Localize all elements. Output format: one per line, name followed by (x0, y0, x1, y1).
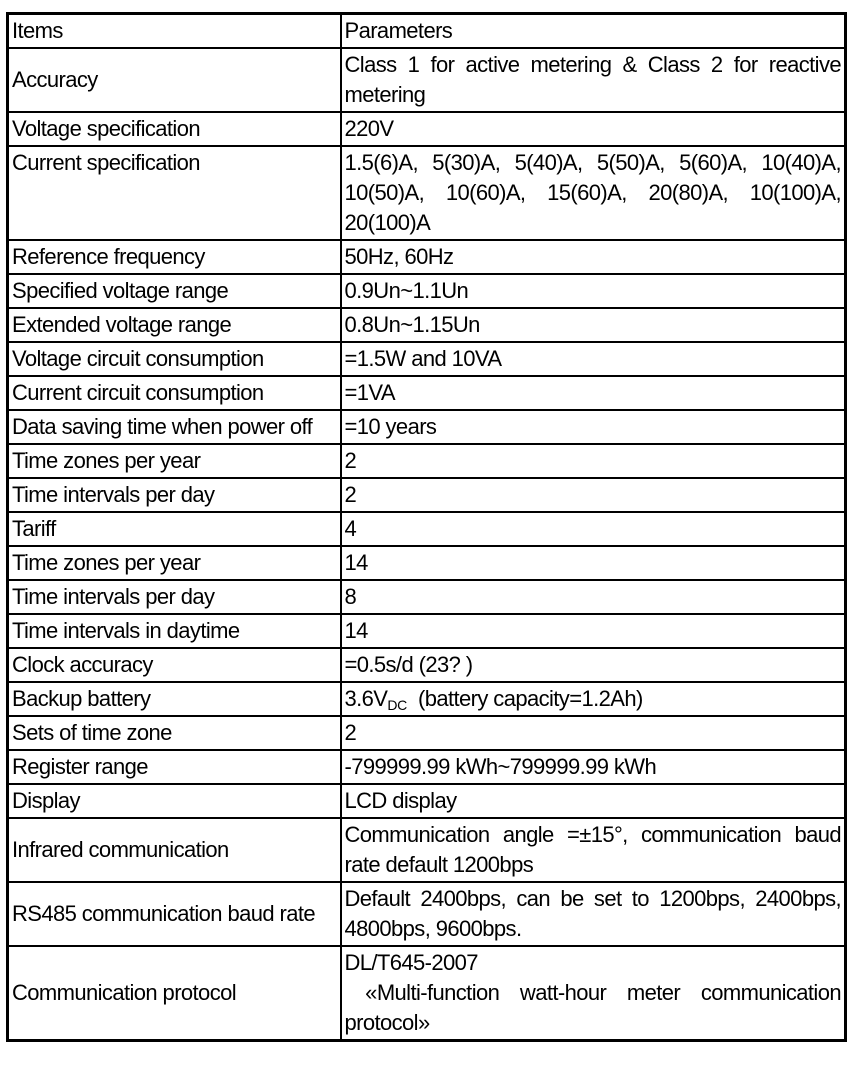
item-cell: Register range (8, 750, 341, 784)
item-cell: Current specification (8, 146, 341, 240)
parameter-line: «Multi-function watt-hour meter communication protocol» (344, 980, 841, 1035)
table-row (8, 716, 846, 750)
item-cell: Clock accuracy (8, 648, 341, 682)
table-row (8, 750, 846, 784)
parameter-line: DL/T645-2007 (344, 950, 478, 975)
table-row (8, 546, 846, 580)
table-row (8, 444, 846, 478)
parameter-segment: (battery capacity=1.2Ah) (406, 686, 643, 711)
parameter-cell: 50Hz, 60Hz (341, 240, 846, 274)
item-cell: Time zones per year (8, 444, 341, 478)
item-cell: RS485 communication baud rate (8, 882, 341, 946)
item-cell: Voltage specification (8, 112, 341, 146)
table-row (8, 274, 846, 308)
item-cell: Data saving time when power off (8, 410, 341, 444)
parameter-cell: 14 (341, 614, 846, 648)
parameter-cell: 220V (341, 112, 846, 146)
item-cell: Time intervals per day (8, 580, 341, 614)
parameter-cell: Class 1 for active metering & Class 2 for reactive metering (341, 48, 846, 112)
parameter-cell: 4 (341, 512, 846, 546)
item-cell: Current circuit consumption (8, 376, 341, 410)
table-row (8, 48, 846, 112)
item-cell: Accuracy (8, 48, 341, 112)
parameter-cell: -799999.99 kWh~799999.99 kWh (341, 750, 846, 784)
parameter-cell: 14 (341, 546, 846, 580)
parameter-cell: Default 2400bps, can be set to 1200bps, 2400bps, 4800bps, 9600bps. (341, 882, 846, 946)
parameter-cell: 2 (341, 478, 846, 512)
item-cell: Reference frequency (8, 240, 341, 274)
table-row (8, 308, 846, 342)
table-row (8, 512, 846, 546)
parameter-cell: Communication angle =±15°, communication baud rate default 1200bps (341, 818, 846, 882)
column-header-parameters: Parameters (341, 14, 846, 49)
table-row (8, 478, 846, 512)
parameter-cell: 2 (341, 716, 846, 750)
parameter-cell: 8 (341, 580, 846, 614)
parameter-cell: LCD display (341, 784, 846, 818)
parameter-cell (341, 946, 846, 1041)
spec-table-body (8, 14, 846, 1041)
spec-table (6, 12, 847, 1042)
parameter-cell (341, 682, 846, 716)
table-row (8, 342, 846, 376)
table-row (8, 146, 846, 240)
parameter-cell: 2 (341, 444, 846, 478)
table-row (8, 818, 846, 882)
table-row (8, 882, 846, 946)
table-row (8, 240, 846, 274)
parameter-cell: =10 years (341, 410, 846, 444)
parameter-cell: 1.5(6)A, 5(30)A, 5(40)A, 5(50)A, 5(60)A, 10(40)A, 10(50)A, 10(60)A, 15(60)A, 20(80)A, 10(100)A, 20(100)A (341, 146, 846, 240)
item-cell: Tariff (8, 512, 341, 546)
table-row (8, 614, 846, 648)
subscript-text: DC (387, 697, 407, 713)
parameter-segment: 3.6V (344, 686, 388, 711)
table-row (8, 112, 846, 146)
item-cell: Infrared communication (8, 818, 341, 882)
item-cell: Backup battery (8, 682, 341, 716)
header-row (8, 14, 846, 49)
table-row (8, 784, 846, 818)
table-row (8, 410, 846, 444)
table-row (8, 648, 846, 682)
item-cell: Sets of time zone (8, 716, 341, 750)
parameter-cell: 0.8Un~1.15Un (341, 308, 846, 342)
item-cell: Time intervals per day (8, 478, 341, 512)
column-header-items: Items (8, 14, 341, 49)
item-cell: Voltage circuit consumption (8, 342, 341, 376)
parameter-cell: 0.9Un~1.1Un (341, 274, 846, 308)
item-cell: Communication protocol (8, 946, 341, 1041)
item-cell: Extended voltage range (8, 308, 341, 342)
table-row (8, 580, 846, 614)
item-cell: Display (8, 784, 341, 818)
table-row (8, 376, 846, 410)
table-row (8, 682, 846, 716)
table-row (8, 946, 846, 1041)
parameter-cell: =1VA (341, 376, 846, 410)
item-cell: Time intervals in daytime (8, 614, 341, 648)
item-cell: Specified voltage range (8, 274, 341, 308)
parameter-cell: =0.5s/d (23? ) (341, 648, 846, 682)
item-cell: Time zones per year (8, 546, 341, 580)
parameter-cell: =1.5W and 10VA (341, 342, 846, 376)
